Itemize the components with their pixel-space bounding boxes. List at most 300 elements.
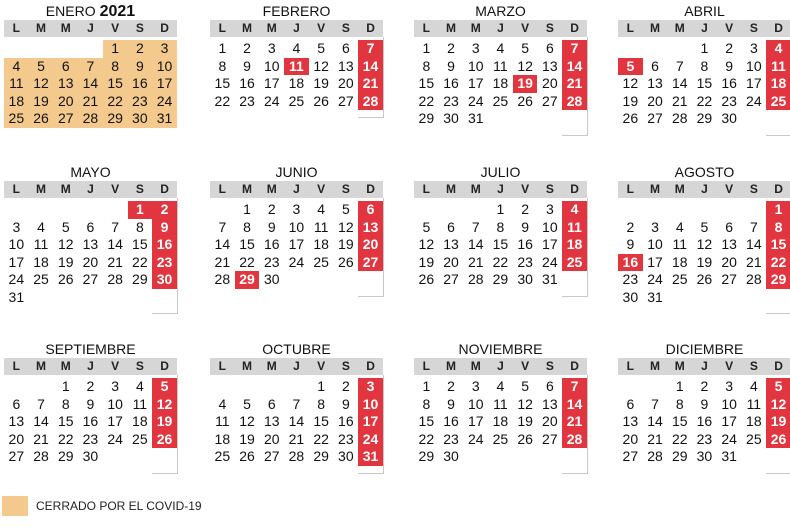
weekday-label: M xyxy=(674,21,685,35)
day-cell: 15 xyxy=(57,413,74,429)
day-cell: 9 xyxy=(86,395,95,412)
day-cell: 19 xyxy=(57,253,74,270)
frame-line xyxy=(358,473,384,474)
weekday-label: D xyxy=(774,359,783,373)
day-cell: 22 xyxy=(107,92,123,109)
day-cell: 1 xyxy=(496,201,505,217)
weekday-label: D xyxy=(160,182,169,196)
day-cell: 10 xyxy=(263,57,280,74)
day-cell-sunday: 3 xyxy=(358,378,383,396)
day-cell: 1 xyxy=(317,378,326,394)
day-cell: 16 xyxy=(239,75,255,91)
day-cell: 22 xyxy=(671,430,688,447)
day-cell: 30 xyxy=(82,448,99,464)
day-cell: 13 xyxy=(82,236,99,252)
day-cell: 17 xyxy=(746,75,762,91)
day-cell: 9 xyxy=(135,57,144,74)
day-cell: 24 xyxy=(263,92,280,109)
weekday-header xyxy=(4,20,177,37)
day-cell: 14 xyxy=(107,236,123,252)
day-cell: 15 xyxy=(418,413,435,429)
weekday-label: M xyxy=(60,359,71,373)
day-cell: 29 xyxy=(418,110,435,126)
day-cell: 13 xyxy=(338,57,354,74)
weekday-label: M xyxy=(674,182,685,196)
day-cell-holiday: 11 xyxy=(284,58,309,76)
day-cell: 11 xyxy=(33,236,49,252)
day-cell-sunday: 12 xyxy=(152,396,177,414)
day-cell: 2 xyxy=(341,378,350,394)
day-cell: 18 xyxy=(492,75,509,91)
day-cell: 23 xyxy=(82,430,99,447)
day-cell: 3 xyxy=(292,201,301,217)
day-cell: 25 xyxy=(33,271,49,287)
day-cell: 14 xyxy=(33,413,49,429)
day-cell: 6 xyxy=(61,57,70,74)
day-cell: 30 xyxy=(721,110,737,126)
weekday-label: D xyxy=(774,182,783,196)
day-cell: 21 xyxy=(33,430,49,447)
day-cell-holiday: 29 xyxy=(235,271,260,289)
day-cell: 6 xyxy=(545,378,554,394)
day-cell: 22 xyxy=(132,253,148,270)
frame-line xyxy=(766,313,790,314)
day-cell: 19 xyxy=(418,253,435,270)
day-cell: 15 xyxy=(132,236,148,252)
day-cell: 5 xyxy=(422,218,431,235)
day-cell: 28 xyxy=(467,271,484,287)
day-cell: 2 xyxy=(447,40,455,56)
weekday-label: J xyxy=(497,182,504,196)
legend-swatch xyxy=(2,496,28,516)
day-cell: 4 xyxy=(496,378,505,394)
day-cell: 31 xyxy=(721,448,737,464)
day-cell: 22 xyxy=(418,430,435,447)
day-cell: 27 xyxy=(443,271,459,287)
day-cell: 29 xyxy=(671,448,688,464)
weekday-label: L xyxy=(12,359,21,373)
day-cell: 17 xyxy=(288,236,305,252)
day-cell: 23 xyxy=(132,92,148,109)
day-cell: 25 xyxy=(288,92,305,109)
month-title xyxy=(210,163,383,181)
day-cell: 17 xyxy=(542,236,558,252)
day-cell-sunday: 7 xyxy=(358,40,383,58)
month-title xyxy=(414,2,587,20)
day-cell-sunday: 23 xyxy=(152,254,177,272)
day-cell: 14 xyxy=(746,236,762,252)
day-cell: 12 xyxy=(57,236,74,252)
weekday-label: M xyxy=(446,21,457,35)
month-title xyxy=(210,2,383,20)
day-cell: 14 xyxy=(671,75,688,91)
month-name: MAYO xyxy=(70,164,111,180)
weekday-label: V xyxy=(521,359,530,373)
day-cell: 7 xyxy=(292,395,301,412)
day-cell-sunday: 4 xyxy=(766,40,790,58)
frame-line xyxy=(562,473,588,474)
weekday-label: M xyxy=(470,359,481,373)
day-cell: 28 xyxy=(33,448,49,464)
weekday-label: V xyxy=(521,21,530,35)
day-cell: 26 xyxy=(33,110,49,126)
day-cell: 25 xyxy=(313,253,329,270)
month-name: JULIO xyxy=(480,164,521,180)
day-cell: 17 xyxy=(467,75,484,91)
day-cell: 10 xyxy=(156,57,173,74)
day-cell: 31 xyxy=(647,288,663,305)
day-cell: 17 xyxy=(156,75,173,91)
weekday-label: M xyxy=(242,359,253,373)
weekday-label: S xyxy=(749,359,758,373)
day-cell: 27 xyxy=(82,271,99,287)
day-cell-sunday: 17 xyxy=(358,413,383,431)
frame-line xyxy=(177,198,178,313)
day-cell-sunday: 10 xyxy=(358,396,383,414)
day-cell: 20 xyxy=(622,430,639,447)
year-label: 2021 xyxy=(99,3,136,20)
weekday-label: M xyxy=(60,21,71,35)
day-cell-holiday: 19 xyxy=(513,75,538,93)
month-name: NOVIEMBRE xyxy=(458,341,543,357)
day-cell: 20 xyxy=(8,430,25,447)
day-cell: 12 xyxy=(696,236,713,252)
day-cell: 17 xyxy=(647,253,663,270)
day-cell: 31 xyxy=(8,288,25,305)
day-cell: 20 xyxy=(647,92,663,109)
weekday-header xyxy=(618,20,790,37)
day-cell: 8 xyxy=(422,395,431,412)
day-cell: 14 xyxy=(82,75,99,91)
day-cell: 8 xyxy=(317,395,326,412)
day-cell-sunday: 5 xyxy=(152,378,177,396)
weekday-label: S xyxy=(545,359,554,373)
day-cell: 12 xyxy=(33,75,49,91)
day-cell: 20 xyxy=(542,413,558,429)
day-cell: 26 xyxy=(313,92,329,109)
day-cell: 25 xyxy=(132,430,148,447)
day-cell: 18 xyxy=(132,413,148,429)
day-cell: 4 xyxy=(12,57,21,74)
day-cell: 6 xyxy=(12,395,21,412)
weekday-label: J xyxy=(293,21,300,35)
day-cell-sunday: 9 xyxy=(152,219,177,237)
day-cell-sunday: 18 xyxy=(562,236,587,254)
day-cell: 11 xyxy=(9,75,24,91)
day-cell-sunday: 25 xyxy=(766,93,790,111)
weekday-label: M xyxy=(650,21,661,35)
weekday-label: M xyxy=(242,182,253,196)
day-cell: 18 xyxy=(671,253,688,270)
day-cell-sunday: 6 xyxy=(358,201,383,219)
day-cell: 22 xyxy=(214,92,231,109)
day-cell-sunday: 5 xyxy=(766,378,790,396)
day-cell: 7 xyxy=(749,218,758,235)
weekday-label: M xyxy=(36,21,47,35)
day-cell: 5 xyxy=(700,218,709,235)
day-cell: 28 xyxy=(214,271,231,287)
day-cell: 14 xyxy=(288,413,305,429)
day-cell: 1 xyxy=(422,378,431,394)
day-cell: 25 xyxy=(671,271,688,287)
weekday-label: M xyxy=(36,359,47,373)
day-cell: 24 xyxy=(467,430,484,447)
day-cell: 29 xyxy=(132,271,148,287)
weekday-label: S xyxy=(749,182,758,196)
weekday-header xyxy=(210,358,383,375)
day-cell: 2 xyxy=(135,40,144,56)
day-cell: 9 xyxy=(700,395,709,412)
day-cell: 6 xyxy=(545,40,554,56)
day-cell: 18 xyxy=(33,253,49,270)
day-cell: 28 xyxy=(647,448,663,464)
day-cell: 20 xyxy=(57,92,74,109)
day-cell: 13 xyxy=(263,413,280,429)
day-cell-sunday: 12 xyxy=(766,396,790,414)
month-name: JUNIO xyxy=(275,164,318,180)
month-name: AGOSTO xyxy=(674,164,735,180)
weekday-label: L xyxy=(626,182,635,196)
weekday-label: V xyxy=(317,21,326,35)
weekday-header xyxy=(618,181,790,198)
day-cell: 27 xyxy=(263,448,280,464)
weekday-label: J xyxy=(701,182,708,196)
day-cell: 15 xyxy=(671,413,688,429)
weekday-label: V xyxy=(725,21,734,35)
day-cell: 12 xyxy=(517,395,533,412)
day-cell: 1 xyxy=(61,378,70,394)
day-cell: 7 xyxy=(675,57,684,74)
weekday-label: D xyxy=(366,21,375,35)
weekday-header xyxy=(210,181,383,198)
weekday-label: S xyxy=(545,182,554,196)
day-cell: 25 xyxy=(492,92,509,109)
day-cell: 24 xyxy=(721,430,737,447)
day-cell: 3 xyxy=(111,378,120,394)
day-cell: 22 xyxy=(239,253,255,270)
weekday-label: J xyxy=(87,21,94,35)
day-cell: 19 xyxy=(239,430,255,447)
day-cell-sunday: 21 xyxy=(562,413,587,431)
weekday-label: S xyxy=(135,21,144,35)
day-cell-sunday: 21 xyxy=(358,75,383,93)
weekday-label: M xyxy=(446,182,457,196)
day-cell: 25 xyxy=(214,448,231,464)
day-cell: 23 xyxy=(338,430,354,447)
day-cell: 16 xyxy=(338,413,354,429)
day-cell: 10 xyxy=(721,395,737,412)
frame-line xyxy=(587,198,588,296)
weekday-label: V xyxy=(521,182,530,196)
day-cell: 9 xyxy=(447,395,455,412)
day-cell: 7 xyxy=(218,218,227,235)
day-cell: 4 xyxy=(292,40,301,56)
day-cell: 21 xyxy=(746,253,762,270)
day-cell: 8 xyxy=(675,395,684,412)
month-title xyxy=(4,340,177,358)
day-cell: 3 xyxy=(749,40,758,56)
day-cell: 23 xyxy=(696,430,713,447)
day-cell: 27 xyxy=(542,430,558,447)
day-cell: 22 xyxy=(696,92,713,109)
day-cell: 21 xyxy=(467,253,484,270)
day-cell: 17 xyxy=(107,413,123,429)
day-cell: 2 xyxy=(521,201,530,217)
day-cell: 29 xyxy=(696,110,713,126)
weekday-label: J xyxy=(497,359,504,373)
day-cell: 11 xyxy=(493,57,508,74)
day-cell: 1 xyxy=(111,40,120,56)
day-cell: 4 xyxy=(218,395,227,412)
day-cell-sunday: 14 xyxy=(358,58,383,76)
day-cell: 5 xyxy=(37,57,45,74)
day-cell: 27 xyxy=(647,110,663,126)
day-cell: 8 xyxy=(243,218,251,235)
day-cell-sunday: 30 xyxy=(152,271,177,289)
day-cell: 23 xyxy=(263,253,280,270)
day-cell: 3 xyxy=(267,40,276,56)
day-cell: 15 xyxy=(239,236,255,252)
day-cell: 3 xyxy=(160,40,169,56)
month-title xyxy=(618,2,790,20)
weekday-header xyxy=(414,358,587,375)
day-cell: 24 xyxy=(467,92,484,109)
day-cell-holiday: 16 xyxy=(618,254,643,272)
day-cell-sunday: 22 xyxy=(766,254,790,272)
weekday-label: L xyxy=(12,182,21,196)
day-cell: 11 xyxy=(215,413,230,429)
day-cell: 1 xyxy=(218,40,227,56)
day-cell: 22 xyxy=(57,430,74,447)
weekday-label: M xyxy=(650,359,661,373)
day-cell: 2 xyxy=(243,40,251,56)
month-name: MARZO xyxy=(475,3,526,19)
day-cell: 21 xyxy=(647,430,663,447)
day-cell: 29 xyxy=(57,448,74,464)
day-cell: 13 xyxy=(542,395,558,412)
day-cell: 1 xyxy=(422,40,431,56)
day-cell-sunday: 7 xyxy=(562,378,587,396)
day-cell: 10 xyxy=(107,395,123,412)
day-cell: 25 xyxy=(8,110,25,126)
day-cell: 20 xyxy=(338,75,354,91)
day-cell: 28 xyxy=(107,271,123,287)
day-cell: 20 xyxy=(721,253,737,270)
day-cell: 4 xyxy=(317,201,326,217)
day-cell-sunday: 7 xyxy=(562,40,587,58)
day-cell: 18 xyxy=(313,236,329,252)
day-cell: 23 xyxy=(443,430,459,447)
frame-line xyxy=(152,473,178,474)
weekday-label: V xyxy=(317,182,326,196)
day-cell: 16 xyxy=(721,75,737,91)
day-cell: 30 xyxy=(263,271,280,287)
month-name: ENERO xyxy=(45,3,96,19)
day-cell: 24 xyxy=(156,92,173,109)
day-cell: 23 xyxy=(443,92,459,109)
weekday-label: J xyxy=(701,359,708,373)
day-cell-sunday: 20 xyxy=(358,236,383,254)
day-cell: 30 xyxy=(443,110,459,126)
day-cell: 16 xyxy=(517,236,533,252)
day-cell: 16 xyxy=(263,236,280,252)
day-cell: 21 xyxy=(107,253,123,270)
frame-line xyxy=(587,375,588,473)
frame-line xyxy=(766,473,790,474)
day-cell: 23 xyxy=(622,271,639,287)
day-cell: 13 xyxy=(8,413,25,429)
weekday-label: S xyxy=(135,182,144,196)
day-cell: 18 xyxy=(214,430,231,447)
weekday-label: L xyxy=(422,182,431,196)
day-cell-sunday: 14 xyxy=(562,396,587,414)
day-cell: 14 xyxy=(647,413,663,429)
day-cell: 13 xyxy=(721,236,737,252)
weekday-header xyxy=(4,181,177,198)
day-cell: 11 xyxy=(746,395,762,412)
day-cell-sunday: 15 xyxy=(766,236,790,254)
day-cell: 12 xyxy=(622,75,639,91)
day-cell: 27 xyxy=(338,92,354,109)
day-cell: 5 xyxy=(243,395,251,412)
day-cell-sunday: 26 xyxy=(766,431,790,449)
frame-line xyxy=(562,296,588,297)
weekday-label: M xyxy=(242,21,253,35)
day-cell: 20 xyxy=(82,253,99,270)
weekday-label: S xyxy=(341,182,350,196)
day-cell: 4 xyxy=(37,218,45,235)
day-cell-sunday: 31 xyxy=(358,448,383,466)
weekday-label: D xyxy=(570,359,579,373)
day-cell: 13 xyxy=(443,236,459,252)
day-cell: 7 xyxy=(651,395,659,412)
weekday-label: J xyxy=(87,182,94,196)
frame-line xyxy=(766,135,790,136)
day-cell: 11 xyxy=(493,395,508,412)
day-cell: 16 xyxy=(696,413,713,429)
weekday-label: S xyxy=(341,21,350,35)
weekday-label: V xyxy=(111,359,120,373)
day-cell: 25 xyxy=(492,430,509,447)
day-cell: 31 xyxy=(542,271,558,287)
day-cell: 8 xyxy=(61,395,70,412)
day-cell: 28 xyxy=(82,110,99,126)
frame-line xyxy=(358,296,384,297)
day-cell: 11 xyxy=(132,395,148,412)
day-cell: 9 xyxy=(626,236,635,252)
day-cell: 4 xyxy=(749,378,758,394)
day-cell-sunday: 26 xyxy=(152,431,177,449)
weekday-header xyxy=(4,358,177,375)
day-cell: 3 xyxy=(12,218,21,235)
weekday-label: L xyxy=(218,182,227,196)
day-cell: 12 xyxy=(239,413,255,429)
day-cell: 13 xyxy=(57,75,74,91)
day-cell-sunday: 13 xyxy=(358,219,383,237)
frame-line xyxy=(383,37,384,117)
day-cell: 15 xyxy=(492,236,509,252)
weekday-label: S xyxy=(341,359,350,373)
day-cell: 9 xyxy=(267,218,276,235)
month-name: OCTUBRE xyxy=(262,341,331,357)
day-cell: 29 xyxy=(492,271,509,287)
day-cell: 27 xyxy=(57,110,74,126)
day-cell: 13 xyxy=(647,75,663,91)
day-cell: 17 xyxy=(467,413,484,429)
weekday-label: J xyxy=(701,21,708,35)
day-cell: 2 xyxy=(267,201,276,217)
day-cell: 9 xyxy=(521,218,530,235)
